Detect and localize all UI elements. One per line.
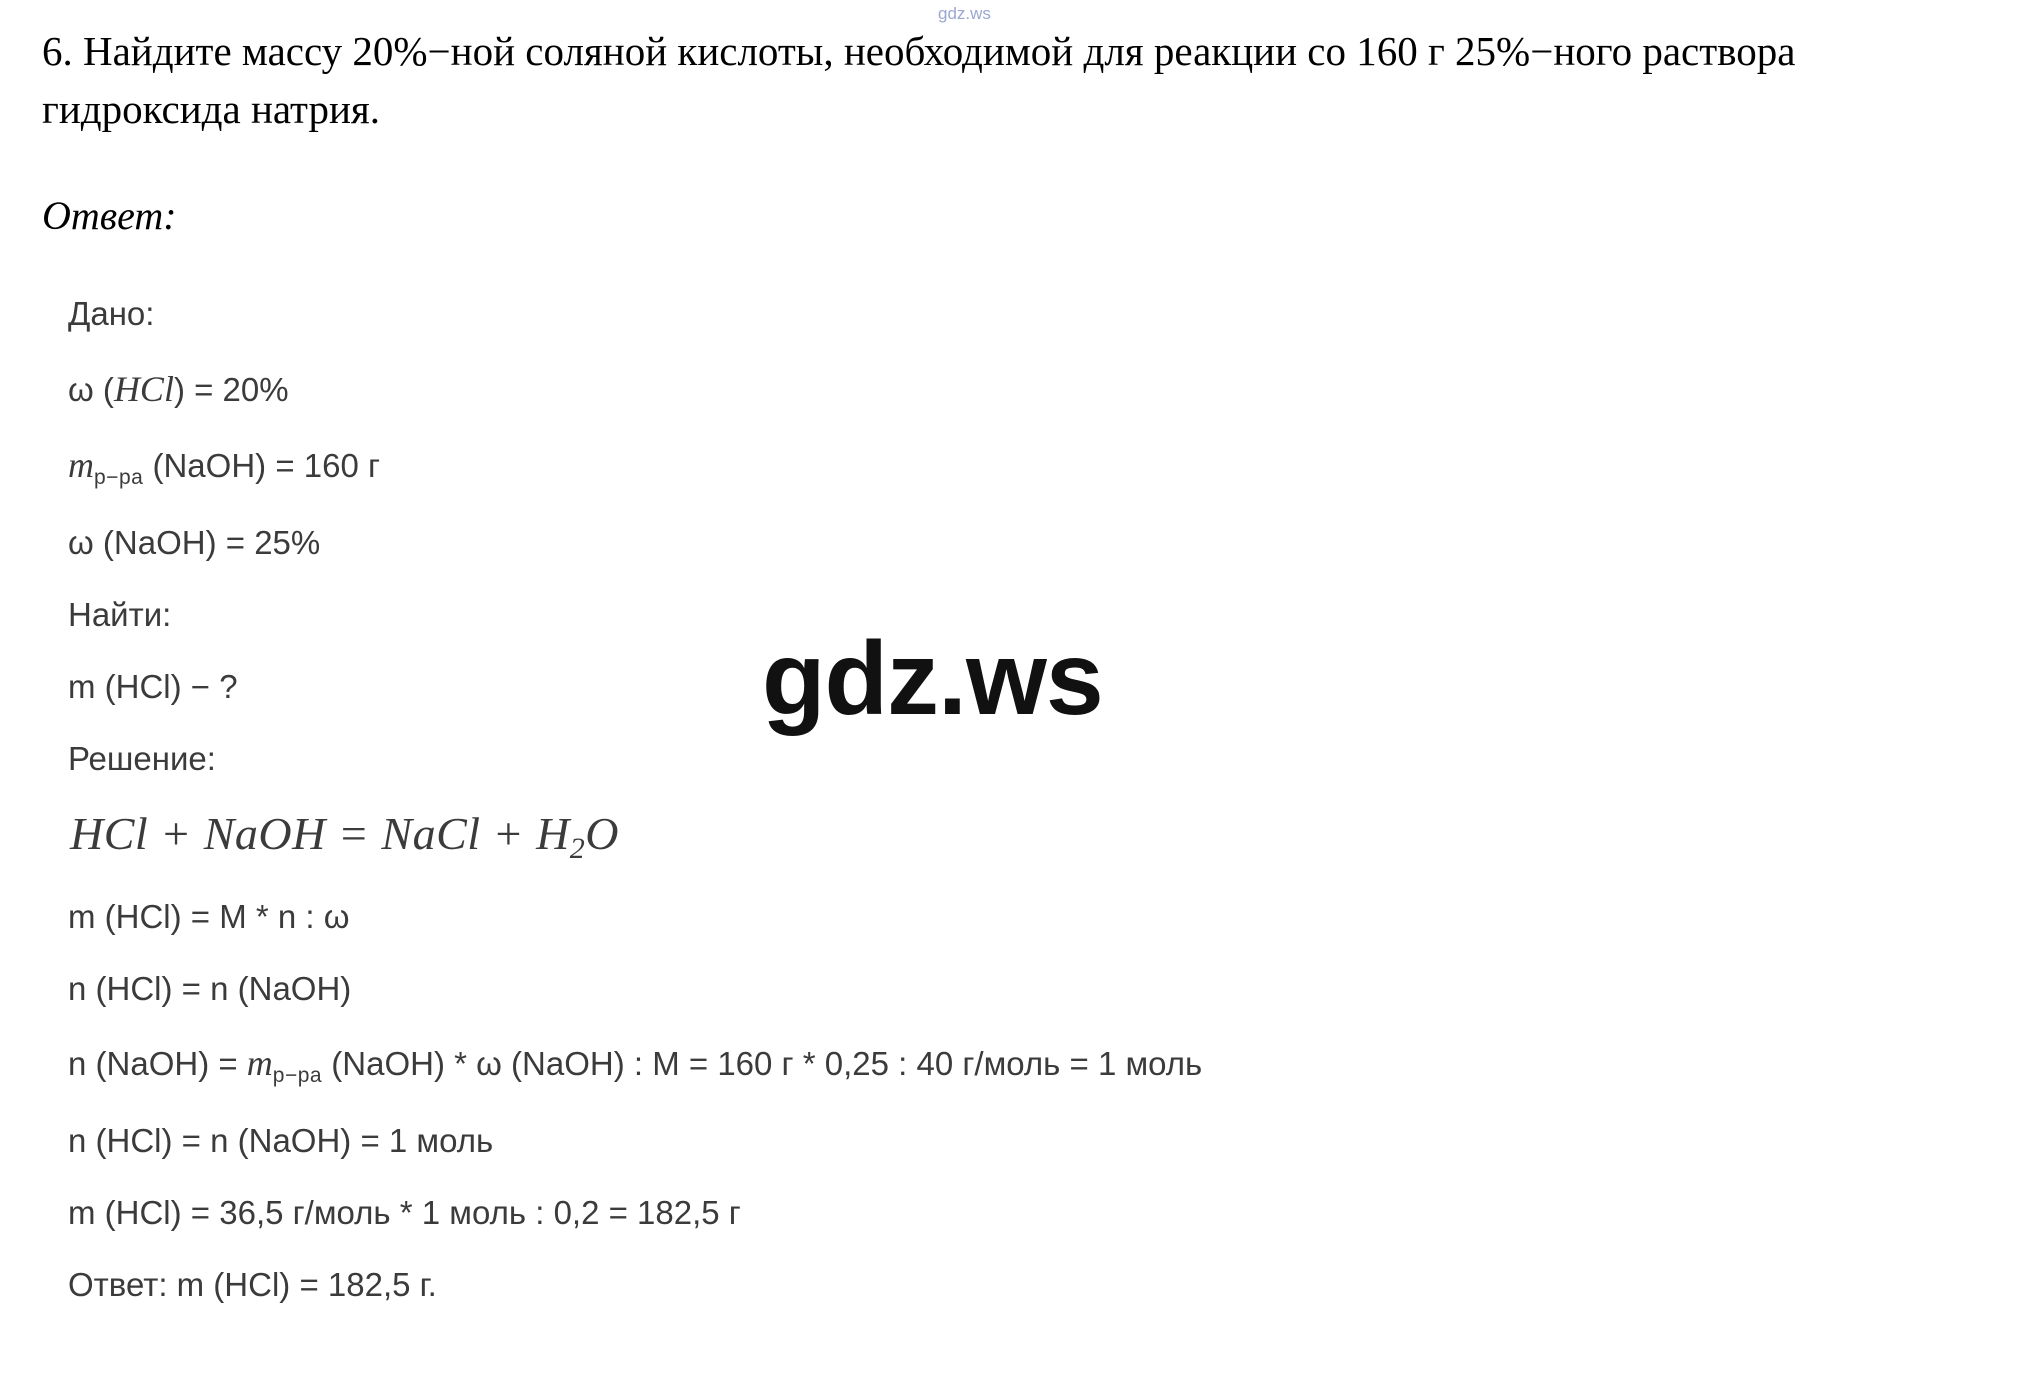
watermark-main-text: gdz.ws [762, 621, 1103, 737]
omega-hcl-suffix: ) = 20% [173, 370, 289, 408]
answer-label: Ответ: [42, 193, 177, 239]
step-mass-hcl-result: m (HCl) = 36,5 г/моль * 1 моль : 0,2 = 182,5 г [68, 1194, 741, 1232]
watermark-top-text: gdz.ws [938, 4, 991, 23]
equation-left: HCl + NaOH = NaCl + H [70, 807, 570, 859]
step-n-naoh-calc [68, 1040, 1982, 1090]
n-naoh-rest: (NaOH) * ω (NaOH) : M = 160 г * 0,25 : 40 г/моль = 1 моль [322, 1045, 1203, 1083]
solution-label: Решение: [68, 740, 216, 778]
reaction-equation [70, 807, 1982, 866]
n-naoh-mass-variable: m [246, 1043, 273, 1084]
step-n-hcl-result: n (HCl) = n (NaOH) = 1 моль [68, 1121, 494, 1159]
equation-right: O [585, 807, 620, 859]
n-naoh-prefix: n (NaOH) = [68, 1045, 247, 1083]
n-naoh-mass-subscript: р−ра [272, 1064, 323, 1088]
omega-hcl-formula: HCl [113, 368, 174, 409]
final-answer: Ответ: m (HCl) = 182,5 г. [68, 1266, 437, 1304]
mass-variable: m [68, 444, 94, 485]
solution-block [68, 293, 1982, 1306]
given-omega-hcl [68, 366, 1982, 412]
equation-subscript: 2 [569, 831, 586, 865]
task-statement: 6. Найдите массу 20%−ной соляной кислоты, необходимой для реакции со 160 г 25%−ного раствора гидроксида натрия. [42, 28, 1796, 133]
find-label: Найти: [68, 595, 172, 633]
step-n-equality: n (HCl) = n (NaOH) [68, 969, 352, 1007]
omega-hcl-prefix: ω ( [68, 370, 114, 408]
mass-rest: (NaOH) = 160 г [143, 446, 381, 484]
given-omega-naoh: ω (NaOH) = 25% [68, 523, 321, 561]
given-label: Дано: [68, 295, 155, 333]
given-mass-naoh [68, 442, 1982, 492]
mass-subscript: р−ра [94, 465, 144, 489]
step-mass-hcl-formula: m (HCl) = M * n : ω [68, 897, 350, 935]
find-value: m (HCl) − ? [68, 668, 238, 706]
